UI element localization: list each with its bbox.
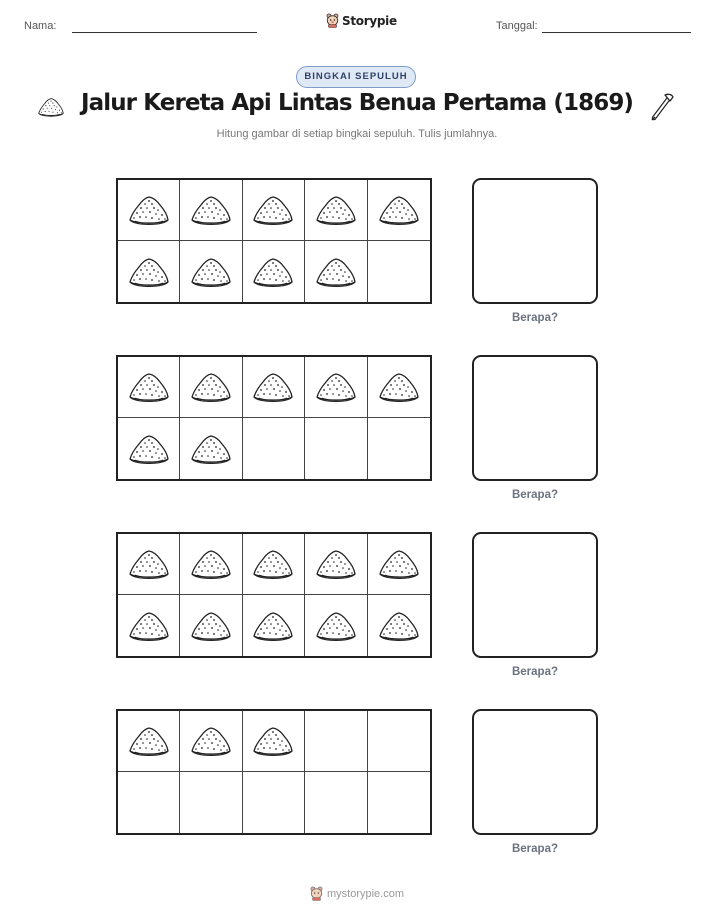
name-label: Nama:: [24, 20, 57, 32]
gravel-pile-icon: [127, 193, 171, 227]
gravel-pile-icon: [251, 547, 295, 581]
ten-frame-cell: [118, 418, 180, 479]
ten-frame-cell: [243, 418, 305, 479]
gravel-pile-icon: [377, 193, 421, 227]
ten-frame-cell: [243, 180, 305, 241]
gravel-pile-icon: [127, 547, 171, 581]
ten-frame-cell: [243, 534, 305, 595]
answer-label: Berapa?: [511, 489, 559, 501]
ten-frame-cell: [118, 180, 180, 241]
gravel-pile-icon: [251, 193, 295, 227]
footer-website: mystorypie.com: [326, 887, 405, 900]
ten-frame-row-3: [0, 532, 714, 692]
ten-frame-cell: [118, 772, 180, 833]
answer-box[interactable]: [472, 355, 598, 481]
ten-frame-cell: [368, 357, 430, 418]
gravel-pile-icon: [189, 255, 233, 289]
footer: [0, 886, 714, 901]
answer-label: Berapa?: [511, 666, 559, 678]
ten-frame-cell: [305, 241, 367, 302]
ten-frame-cell: [243, 772, 305, 833]
gravel-pile-icon: [377, 370, 421, 404]
ten-frame-cell: [118, 595, 180, 656]
gravel-pile-icon: [377, 547, 421, 581]
gravel-pile-icon: [127, 370, 171, 404]
ten-frame-cell: [118, 357, 180, 418]
ten-frame: [116, 709, 432, 835]
gravel-pile-icon: [314, 193, 358, 227]
brand-name: Storypie: [342, 13, 397, 28]
gravel-pile-icon: [251, 609, 295, 643]
ten-frame-cell: [180, 595, 242, 656]
ten-frame-cell: [305, 772, 367, 833]
ten-frame-cell: [180, 534, 242, 595]
instructions: Hitung gambar di setiap bingkai sepuluh. Tulis jumlahnya.: [216, 128, 498, 140]
date-label: Tanggal:: [496, 20, 538, 32]
ten-frame: [116, 178, 432, 304]
ten-frame-cell: [368, 241, 430, 302]
ten-frame-cell: [305, 534, 367, 595]
ten-frame-cell: [243, 241, 305, 302]
ten-frame-cell: [243, 357, 305, 418]
gravel-pile-icon: [314, 370, 358, 404]
ten-frame-cell: [368, 595, 430, 656]
ten-frame-row-4: [0, 709, 714, 869]
answer-label: Berapa?: [511, 843, 559, 855]
ten-frame-cell: [305, 180, 367, 241]
gravel-pile-icon: [34, 96, 68, 118]
ten-frame-cell: [180, 180, 242, 241]
ten-frame-cell: [368, 772, 430, 833]
gravel-pile-icon: [251, 724, 295, 758]
ten-frame-cell: [305, 711, 367, 772]
ten-frame-cell: [118, 711, 180, 772]
gravel-pile-icon: [189, 724, 233, 758]
storypie-mascot-icon: [326, 13, 339, 28]
gravel-pile-icon: [189, 432, 233, 466]
gravel-pile-icon: [251, 370, 295, 404]
gravel-pile-icon: [127, 609, 171, 643]
ten-frame-cell: [368, 180, 430, 241]
answer-box[interactable]: [472, 178, 598, 304]
ten-frame: [116, 532, 432, 658]
answer-box[interactable]: [472, 532, 598, 658]
storypie-logo: [326, 13, 397, 28]
ten-frame-cell: [180, 418, 242, 479]
ten-frame-cell: [368, 534, 430, 595]
ten-frame-row-1: [0, 178, 714, 338]
gravel-pile-icon: [189, 370, 233, 404]
ten-frame-cell: [118, 534, 180, 595]
gravel-pile-icon: [314, 547, 358, 581]
ten-frame-cell: [368, 711, 430, 772]
gravel-pile-icon: [189, 547, 233, 581]
ten-frame-cell: [305, 595, 367, 656]
gravel-pile-icon: [377, 609, 421, 643]
ten-frame-cell: [305, 418, 367, 479]
gravel-pile-icon: [189, 609, 233, 643]
gravel-pile-icon: [127, 255, 171, 289]
ten-frame-cell: [180, 711, 242, 772]
name-field[interactable]: [72, 32, 257, 33]
answer-label: Berapa?: [511, 312, 559, 324]
ten-frame-row-2: [0, 355, 714, 515]
ten-frame-cell: [180, 772, 242, 833]
gravel-pile-icon: [314, 255, 358, 289]
worksheet-type-badge: BINGKAI SEPULUH: [296, 66, 416, 88]
ten-frame-cell: [368, 418, 430, 479]
ten-frame-cell: [243, 711, 305, 772]
ten-frame-cell: [305, 357, 367, 418]
ten-frame-cell: [180, 241, 242, 302]
gravel-pile-icon: [251, 255, 295, 289]
ten-frame-cell: [118, 241, 180, 302]
gravel-pile-icon: [189, 193, 233, 227]
answer-box[interactable]: [472, 709, 598, 835]
ten-frame-cell: [243, 595, 305, 656]
gravel-pile-icon: [314, 609, 358, 643]
ten-frame: [116, 355, 432, 481]
gravel-pile-icon: [127, 432, 171, 466]
gravel-pile-icon: [127, 724, 171, 758]
date-field[interactable]: [542, 32, 691, 33]
ten-frame-cell: [180, 357, 242, 418]
railroad-spike-icon: [648, 92, 676, 122]
page-title: Jalur Kereta Api Lintas Benua Pertama (1869): [80, 90, 634, 116]
storypie-mascot-icon: [310, 886, 323, 901]
